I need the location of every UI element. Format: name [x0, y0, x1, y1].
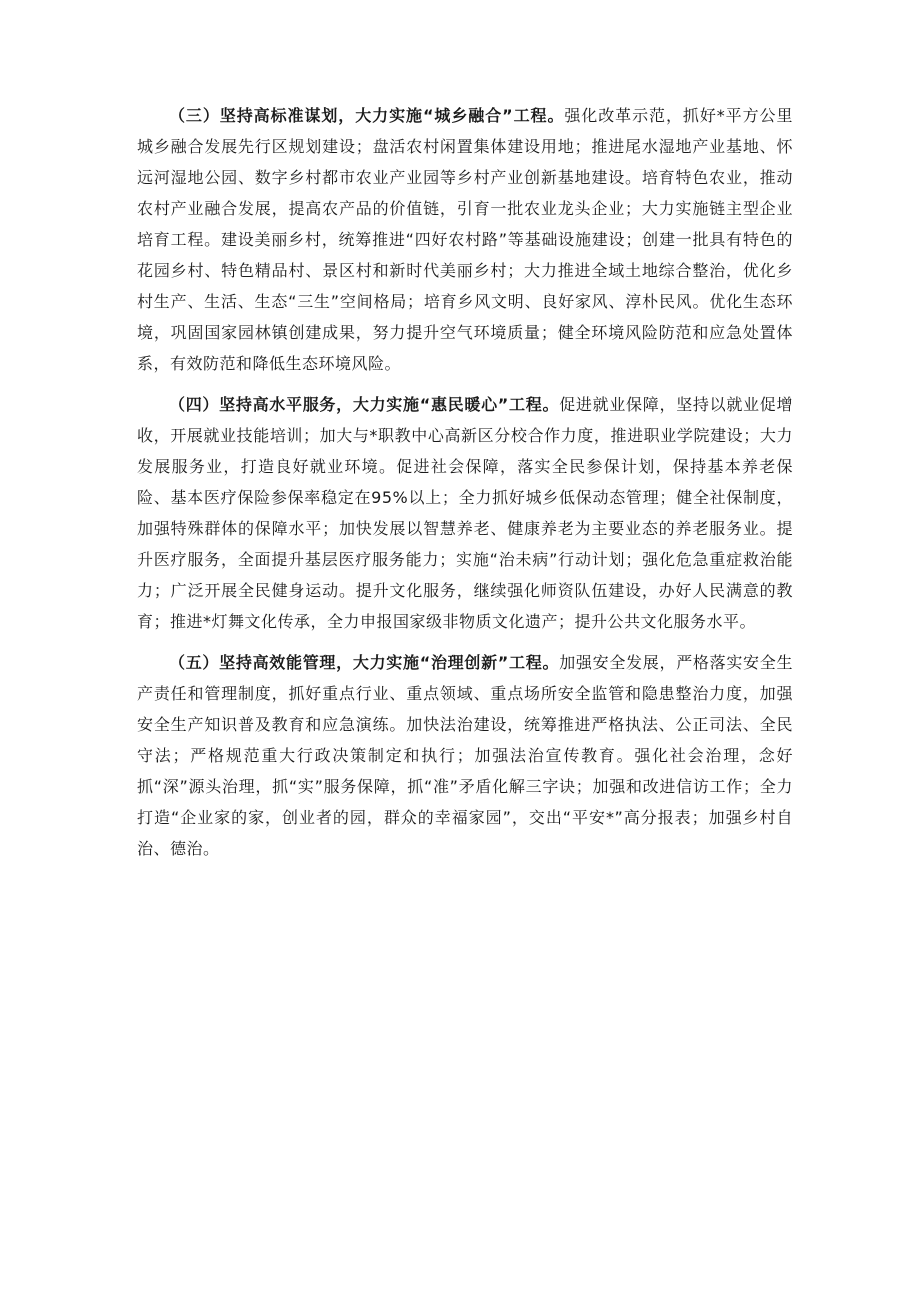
- paragraph-section-5: [137, 647, 793, 864]
- section-3-heading: （三）坚持高标准谋划，大力实施“城乡融合”工程。: [169, 106, 565, 125]
- section-5-body: 加强安全发展，严格落实安全生产责任和管理制度，抓好重点行业、重点领域、重点场所安全监管和隐患整治力度，加强安全生产知识普及教育和应急演练。加快法治建设，统筹推进严格执法、公正司法、全民守法；严格规范重大行政决策制定和执行；加强法治宣传教育。强化社会治理，念好抓“深”源头治理，抓“实”服务保障，抓“准”矛盾化解三字诀；加强和改进信访工作；全力打造“企业家的家，创业者的园，群众的幸福家园”，交出“平安*”高分报表；加强乡村自治、德治。: [137, 653, 793, 858]
- document-page: [137, 100, 793, 874]
- paragraph-section-4: [137, 389, 793, 637]
- paragraph-section-3: [137, 100, 793, 379]
- section-5-heading: （五）坚持高效能管理，大力实施“治理创新”工程。: [169, 653, 560, 672]
- section-4-body: 促进就业保障，坚持以就业促增收，开展就业技能培训；加大与*职教中心高新区分校合作力度，推进职业学院建设；大力发展服务业，打造良好就业环境。促进社会保障，落实全民参保计划，保持基本养老保险、基本医疗保险参保率稳定在95%以上；全力抓好城乡低保动态管理；健全社保制度，加强特殊群体的保障水平；加快发展以智慧养老、健康养老为主要业态的养老服务业。提升医疗服务，全面提升基层医疗服务能力；实施“治未病”行动计划；强化危急重症救治能力；广泛开展全民健身运动。提升文化服务，继续强化师资队伍建设，办好人民满意的教育；推进*灯舞文化传承，全力申报国家级非物质文化遗产；提升公共文化服务水平。: [137, 395, 793, 631]
- section-4-heading: （四）坚持高水平服务，大力实施“惠民暖心”工程。: [169, 395, 560, 414]
- section-3-body: 强化改革示范，抓好*平方公里城乡融合发展先行区规划建设；盘活农村闲置集体建设用地；推进尾水湿地产业基地、怀远河湿地公园、数字乡村都市农业产业园等乡村产业创新基地建设。培育特色农业，推动农村产业融合发展，提高农产品的价值链，引育一批农业龙头企业；大力实施链主型企业培育工程。建设美丽乡村，统筹推进“四好农村路”等基础设施建设；创建一批具有特色的花园乡村、特色精品村、景区村和新时代美丽乡村；大力推进全域土地综合整治，优化乡村生产、生活、生态“三生”空间格局；培育乡风文明、良好家风、淳朴民风。优化生态环境，巩固国家园林镇创建成果，努力提升空气环境质量；健全环境风险防范和应急处置体系，有效防范和降低生态环境风险。: [137, 106, 793, 373]
